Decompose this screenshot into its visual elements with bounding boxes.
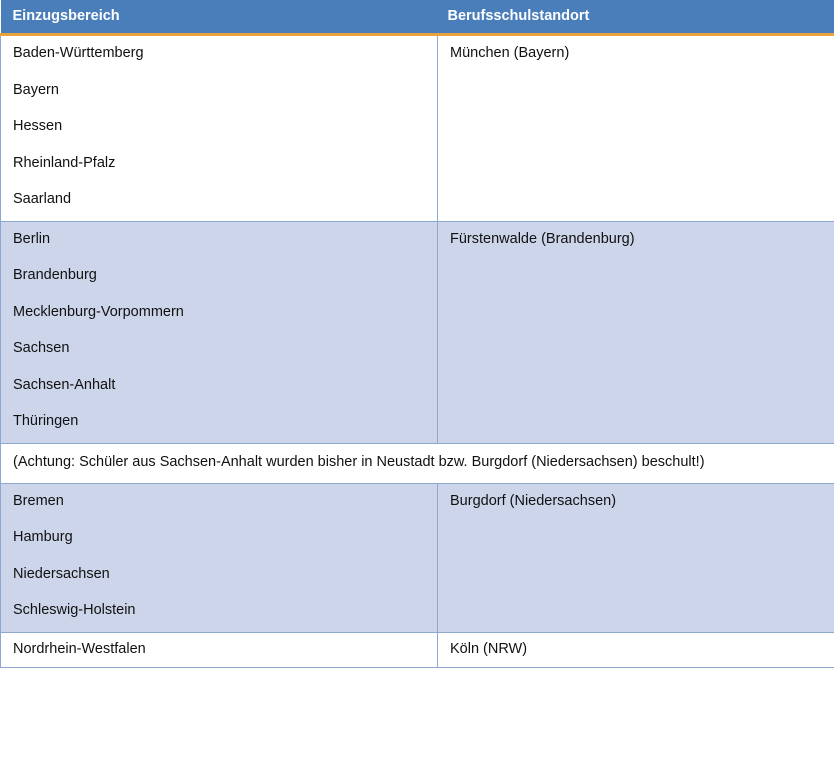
- column-header-catchment-area: Einzugsbereich: [1, 0, 438, 35]
- list-item: Baden-Württemberg: [13, 45, 144, 61]
- region-list: [13, 46, 427, 207]
- note-text: (Achtung: Schüler aus Sachsen-Anhalt wurden bisher in Neustadt bzw. Burgdorf (Niedersachsen) beschult!): [13, 453, 705, 470]
- cell-school-location: [438, 632, 834, 668]
- school-location-value: Burgdorf (Niedersachsen): [450, 492, 617, 509]
- table-header-row: [1, 0, 834, 35]
- list-item: Saarland: [13, 191, 72, 207]
- list-item: Hessen: [13, 118, 63, 134]
- school-location-value: Köln (NRW): [450, 640, 528, 657]
- list-item: Bremen: [13, 492, 64, 509]
- cell-catchment-area: [1, 35, 438, 222]
- table-row: [1, 483, 834, 632]
- list-item: Niedersachsen: [13, 565, 110, 582]
- list-item: Thüringen: [13, 413, 79, 429]
- school-location-value: München (Bayern): [450, 45, 570, 61]
- list-item: Brandenburg: [13, 267, 97, 283]
- region-list: [13, 642, 427, 657]
- table-row: [1, 221, 834, 443]
- cell-catchment-area: [1, 221, 438, 443]
- cell-note: [1, 443, 834, 483]
- list-item: Nordrhein-Westfalen: [13, 640, 146, 657]
- cell-catchment-area: [1, 483, 438, 632]
- cell-school-location: [438, 35, 834, 222]
- cell-school-location: [438, 221, 834, 443]
- list-item: Sachsen: [13, 340, 70, 356]
- list-item: Schleswig-Holstein: [13, 602, 136, 619]
- table-body: [1, 35, 834, 668]
- list-item: Sachsen-Anhalt: [13, 376, 116, 393]
- list-item: Berlin: [13, 230, 51, 247]
- school-location-value: Fürstenwalde (Brandenburg): [450, 230, 635, 247]
- cell-school-location: [438, 483, 834, 632]
- region-list: [13, 494, 427, 618]
- cell-catchment-area: [1, 632, 438, 668]
- region-list: [13, 232, 427, 429]
- table-row: [1, 35, 834, 222]
- list-item: Bayern: [13, 81, 59, 98]
- table-row: [1, 632, 834, 668]
- column-header-school-location: Berufsschulstandort: [438, 0, 834, 35]
- list-item: Rheinland-Pfalz: [13, 154, 116, 171]
- table-header: [1, 0, 834, 35]
- list-item: Mecklenburg-Vorpommern: [13, 303, 184, 320]
- list-item: Hamburg: [13, 529, 73, 546]
- table-note-row: [1, 443, 834, 483]
